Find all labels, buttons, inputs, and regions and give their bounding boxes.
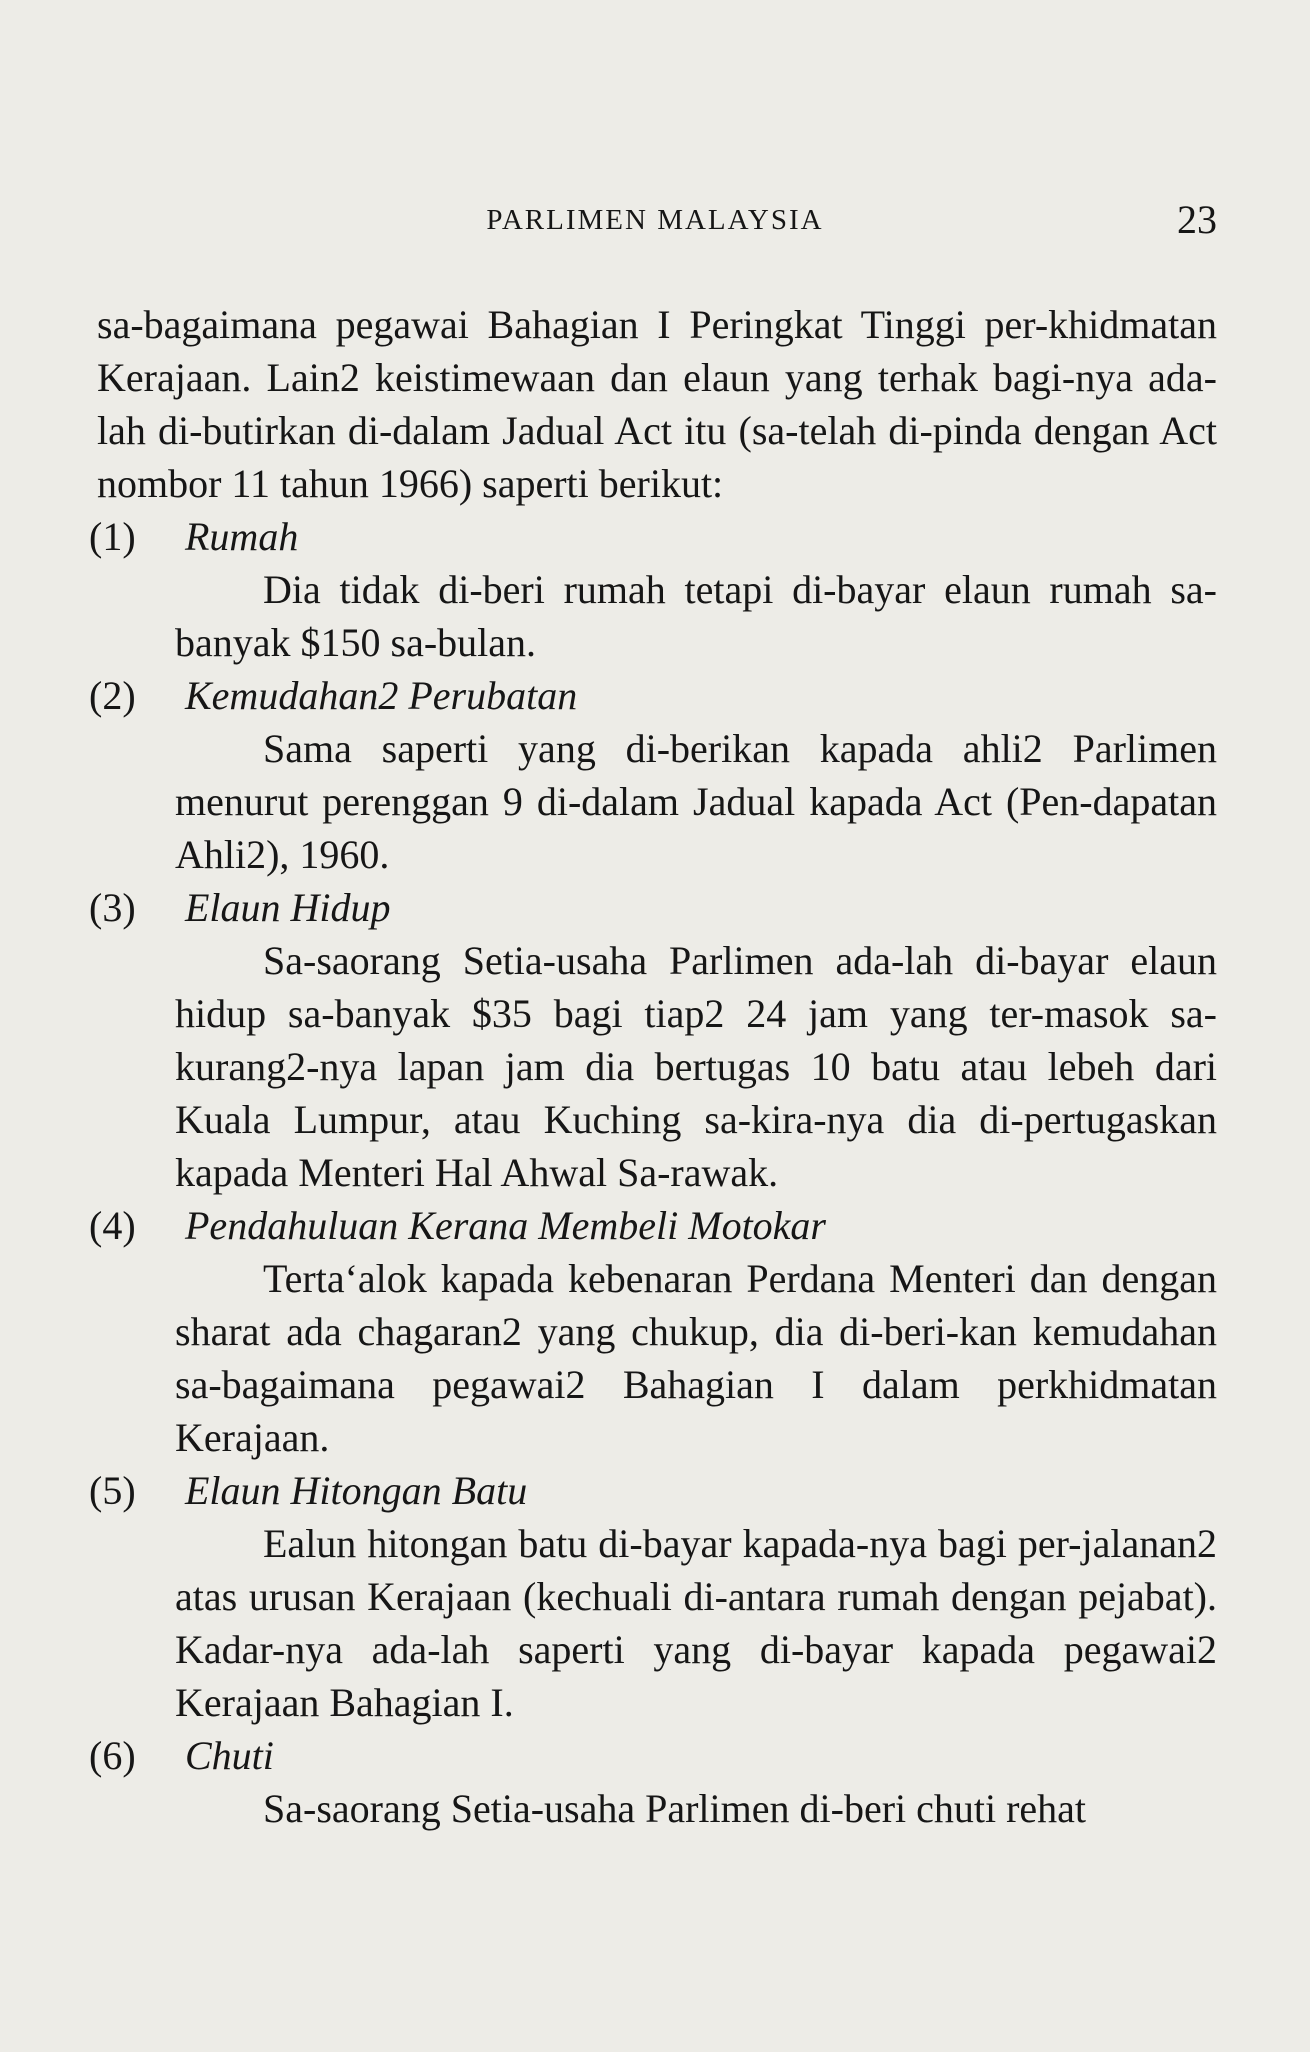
item-heading: [89, 1464, 1217, 1517]
item-number: (1): [89, 514, 136, 559]
intro-paragraph: sa-bagaimana pegawai Bahagian I Peringkat Tinggi per-khidmatan Kerajaan. Lain2 keistimewaan dan elaun yang terhak bagi-nya ada-lah di-butirkan di-dalam Jadual Act itu (sa-telah di-pinda dengan Act nombor 11 tahun 1966) saperti berikut:: [97, 302, 1217, 506]
header-title: PARLIMEN MALAYSIA: [486, 204, 824, 236]
list-item-elaun-hidup: [89, 881, 1217, 1199]
list-item-perubatan: [89, 669, 1217, 881]
item-title: Rumah: [185, 514, 299, 559]
running-header: [0, 196, 1310, 246]
item-title: Kemudahan2 Perubatan: [185, 673, 578, 718]
list-item-motokar: [89, 1199, 1217, 1464]
item-number: (6): [89, 1733, 136, 1778]
item-heading: [89, 669, 1217, 722]
item-text: Sa-saorang Setia-usaha Parlimen ada-lah di-bayar elaun hidup sa-banyak $35 bagi tiap2 24 jam yang ter-masok sa-kurang2-nya lapan jam dia bertugas 10 batu atau lebeh dari Kuala Lumpur, atau Kuching sa-kira-nya dia di-pertugaskan kapada Menteri Hal Ahwal Sa-rawak.: [175, 938, 1217, 1195]
item-number: (4): [89, 1203, 136, 1248]
item-title: Elaun Hidup: [185, 885, 391, 930]
page-number: 23: [1177, 197, 1217, 242]
list-item-rumah: [89, 510, 1217, 669]
item-number: (2): [89, 673, 136, 718]
item-number: (5): [89, 1468, 136, 1513]
item-heading: [89, 881, 1217, 934]
item-heading: [89, 1199, 1217, 1252]
item-text: Terta‘alok kapada kebenaran Perdana Menteri dan dengan sharat ada chagaran2 yang chukup, dia di-beri-kan kemudahan sa-bagaimana pegawai2 Bahagian I dalam perkhidmatan Kerajaan.: [175, 1256, 1217, 1460]
item-text: Ealun hitongan batu di-bayar kapada-nya bagi per-jalanan2 atas urusan Kerajaan (kechuali di-antara rumah dengan pejabat). Kadar-nya ada-lah saperti yang di-bayar kapada pegawai2 Kerajaan Bahagian I.: [175, 1521, 1217, 1725]
item-heading: [89, 510, 1217, 563]
item-title: Pendahuluan Kerana Membeli Motokar: [185, 1203, 826, 1248]
item-text: Sa-saorang Setia-usaha Parlimen di-beri chuti rehat: [263, 1786, 1087, 1831]
item-text: Dia tidak di-beri rumah tetapi di-bayar elaun rumah sa-banyak $150 sa-bulan.: [175, 567, 1217, 665]
item-text: Sama saperti yang di-berikan kapada ahli2 Parlimen menurut perenggan 9 di-dalam Jadual kapada Act (Pen-dapatan Ahli2), 1960.: [175, 726, 1217, 877]
item-title: Chuti: [185, 1733, 274, 1778]
document-body: [89, 298, 1217, 1835]
item-heading: [89, 1729, 1217, 1782]
list-item-hitongan-batu: [89, 1464, 1217, 1729]
item-number: (3): [89, 885, 136, 930]
item-title: Elaun Hitongan Batu: [185, 1468, 528, 1513]
list-item-chuti: [89, 1729, 1217, 1835]
